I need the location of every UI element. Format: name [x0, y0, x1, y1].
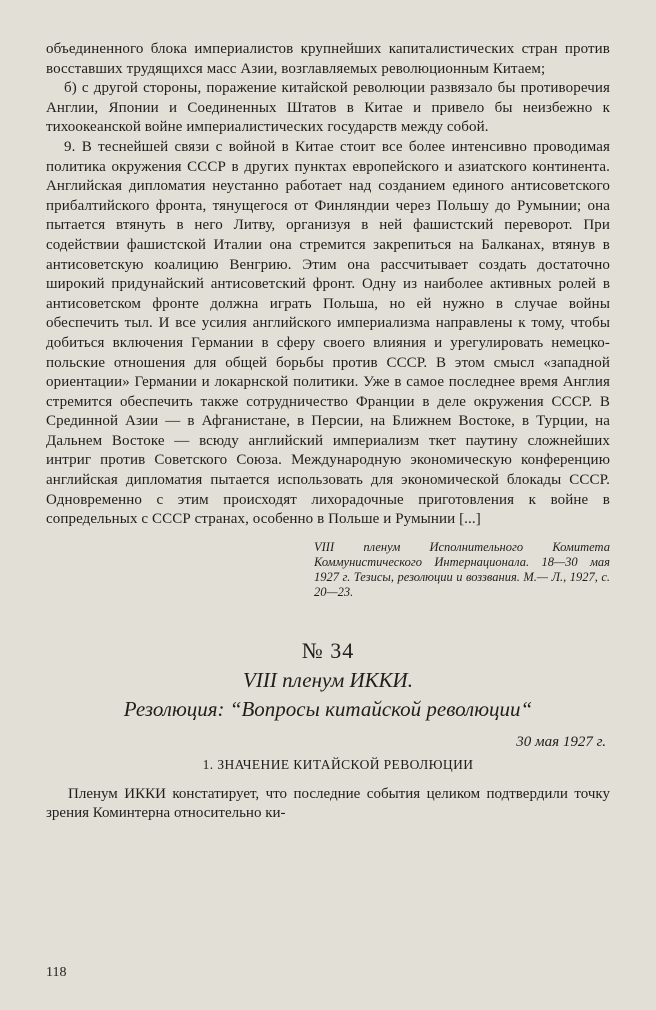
- section-heading: 1. ЗНАЧЕНИЕ КИТАЙСКОЙ РЕВОЛЮЦИИ: [202, 756, 474, 772]
- body-text: [46, 40, 610, 530]
- document-title-line1: VIII пленум ИККИ.: [243, 667, 413, 692]
- page-number: 118: [46, 965, 67, 980]
- source-citation: VIII пленум Исполнительного Комитета Коммунистического Интернационала. 18—30 мая 1927 г. Тезисы, резолюции и воззвания. М.— Л., 1927, с. 20—23.: [314, 539, 610, 599]
- document-date: 30 мая 1927 г.: [516, 733, 606, 750]
- paragraph-9: 9. В теснейшей связи с войной в Китае стоит все более интенсивно проводимая политика окружения СССР в других пунктах европейского и азиатского континента. Английская дипломатия неустанно работает над созданием единого антисоветского прибалтийского фронта, тянущегося от Финляндии через Польшу до Румынии; она пытается втянуть в него Литву, организуя в ней фашистский переворот. При содействии фашистской Италии она стремится закрепиться на Балканах, втянув в антисоветскую коалицию Венгрию. Этим она рассчитывает создать достаточно широкий придунайский антисоветский фронт. Одну из наиболее активных ролей в антисоветском фронте должна играть Польша, но ей нужно в случае войны обеспечить тыл. И все усилия английского империализма направлены к тому, чтобы добиться включения Германии в сферу своего влияния и урегулировать немецко-польские отношения для общей борьбы против СССР. В этом смысл «западной ориентации» Германии и локарнской политики. Уже в самое последнее время Англия стремится обеспечить также сотрудничество Франции в деле окружения СССР. В Срединной Азии — в Афганистане, в Персии, на Ближнем Востоке, в Турции, на Дальнем Востоке — всюду английский империализм ткет паутину сложнейших интриг против Советского Союза. Международную экономическую конференцию английская дипломатия пытается использовать для экономической блокады СССР. Одновременно с этим происходят лихорадочные приготовления к войне в сопредельных с СССР странах, особенно в Польше и Румынии [...]: [46, 138, 610, 528]
- paragraph-continuation: объединенного блока империалистов крупнейших капиталистических стран против восставших трудящихся масс Азии, возглавляемых революционным Китаем;: [46, 41, 610, 77]
- document-title-line2: Резолюция: “Вопросы китайской революции“: [123, 696, 533, 721]
- document-number: № 34: [301, 637, 355, 663]
- paragraph-resolution: Пленум ИККИ констатирует, что последние события целиком подтвердили точку зрения Коминтерна относительно ки-: [46, 785, 610, 822]
- paragraph-b: б) с другой стороны, поражение китайской революции развязало бы противоречия Англии, Японии и Соединенных Штатов в Китае и привело бы неизбежно к тихоокеанской войне империалистических государств между собой.: [46, 80, 610, 136]
